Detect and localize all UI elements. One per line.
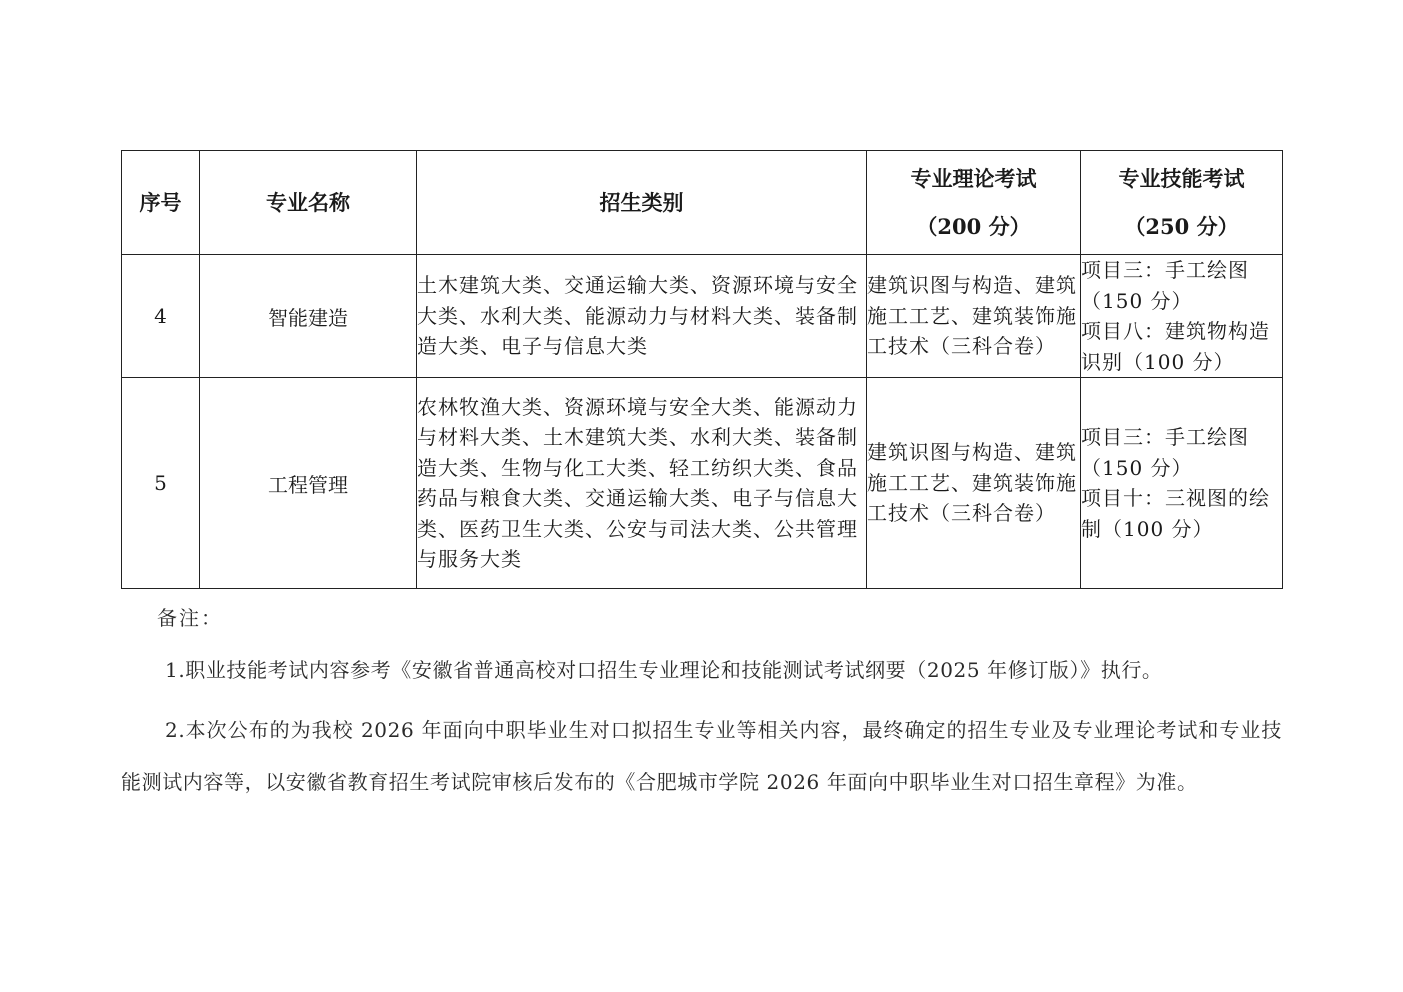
row-major-name: 工程管理 bbox=[200, 378, 417, 589]
row-skill-item: 项目三：手工绘图（150 分） bbox=[1081, 425, 1249, 480]
header-index: 序号 bbox=[122, 151, 200, 255]
header-skill-title: 专业技能考试 bbox=[1118, 165, 1245, 191]
note-item-1: 1.职业技能考试内容参考《安徽省普通高校对口招生专业理论和技能测试考试纲要（2025 年修订版）》执行。 bbox=[165, 658, 1163, 682]
row-index: 4 bbox=[122, 255, 200, 378]
header-skill bbox=[1081, 151, 1283, 255]
header-category: 招生类别 bbox=[417, 151, 867, 255]
row-theory: 建筑识图与构造、建筑施工工艺、建筑装饰施工技术（三科合卷） bbox=[867, 378, 1081, 589]
row-index: 5 bbox=[122, 378, 200, 589]
header-major-name: 专业名称 bbox=[200, 151, 417, 255]
row-skill-item: 项目三：手工绘图（150 分） bbox=[1081, 258, 1249, 313]
note-item-2: 2.本次公布的为我校 2026 年面向中职毕业生对口拟招生专业等相关内容，最终确定的招生专业及专业理论考试和专业技能测试内容等，以安徽省教育招生考试院审核后发布的《合肥城市学院 2026 年面向中职毕业生对口招生章程》为准。 bbox=[121, 718, 1282, 794]
enrollment-majors-table bbox=[121, 150, 1283, 589]
row-skill bbox=[1081, 378, 1283, 589]
row-skill bbox=[1081, 255, 1283, 378]
table-row bbox=[122, 255, 1283, 378]
row-major-name: 智能建造 bbox=[200, 255, 417, 378]
row-skill-item: 项目八：建筑物构造识别（100 分） bbox=[1081, 319, 1270, 374]
table-header-row bbox=[122, 151, 1283, 255]
row-category: 农林牧渔大类、资源环境与安全大类、能源动力与材料大类、土木建筑大类、水利大类、装备制造大类、生物与化工大类、轻工纺织大类、食品药品与粮食大类、交通运输大类、电子与信息大类、医药卫生大类、公安与司法大类、公共管理与服务大类 bbox=[417, 378, 867, 589]
notes-label: 备注： bbox=[157, 606, 223, 630]
table-row bbox=[122, 378, 1283, 589]
row-category: 土木建筑大类、交通运输大类、资源环境与安全大类、水利大类、能源动力与材料大类、装备制造大类、电子与信息大类 bbox=[417, 255, 867, 378]
row-skill-item: 项目十：三视图的绘制（100 分） bbox=[1081, 486, 1270, 541]
header-skill-score: （250 分） bbox=[1124, 213, 1239, 239]
header-theory bbox=[867, 151, 1081, 255]
enrollment-table-container bbox=[121, 150, 1282, 589]
header-theory-title: 专业理论考试 bbox=[910, 165, 1037, 191]
header-theory-score: （200 分） bbox=[916, 213, 1031, 239]
row-theory: 建筑识图与构造、建筑施工工艺、建筑装饰施工技术（三科合卷） bbox=[867, 255, 1081, 378]
